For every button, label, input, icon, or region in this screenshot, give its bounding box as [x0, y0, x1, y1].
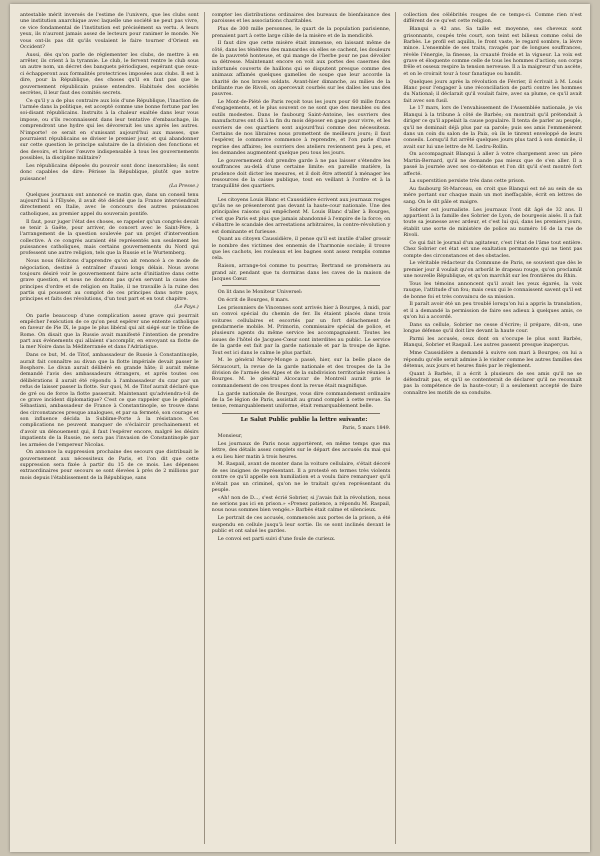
article-paragraph: Blanqui a 42 ans. Sa taille est moyenne, ses cheveux sont grisonnants, coupés très court, son teint est bilieux comme celui de Barbès. Le profil est aquilin, le front vaste, le regard sombre, la lèvre mince. L'ensemble de ses traits, ravagés par de longues souffrances, révèle l'énergie, la finesse, la cruauté froide et la vigueur. La voix est grave et éloquente comme celle de tous les hommes d'action; son corps frêle et osseux respire la tension nerveuse. Il a la maigreur d'un ascète, et on le croirait tour à tour fanatique ou bandit. — [403, 26, 583, 77]
article-paragraph: Les républicains déposés du pouvoir sont donc inexorables; ils sont donc capables de dire: Périsse la République, plutôt que notre puissance! — [20, 162, 199, 182]
article-headline: Le Salut Public publie la lettre suivante: — [240, 416, 368, 423]
article-paragraph: Les prisonniers de Vincennes sont arrivés hier à Bourges, à midi, par un convoi spécial du chemin de fer. Ils étaient placés dans trois voitures cellulaires et escortés par un fort détachement de gendarmerie mobile. M. Primorin, commissaire spécial de police, et plusieurs agents du même service les accompagnaient. Toutes les issues de l'hôtel de Jacques-Cœur sont interdites au public. Le service de la garde est fait par la garde nationale et par la troupe de ligne. Tout est ici dans le calme le plus parfait. — [211, 304, 391, 356]
article-paragraph: Plus de 300 mille personnes, le quart de la population parisienne, prenaient part à cette large cible de la misère et de la mendicité. — [211, 26, 391, 39]
section-divider — [222, 193, 381, 194]
article-paragraph: On accompagnait Blanqui à aller à votre chargement avec un père Martin-Bernard, qu'il ne demande pas mieux que de s'en aller. Il a passé la journée avec ses co-détenus et l'on dit qu'il s'est montré fort affecté. — [403, 151, 583, 177]
article-paragraph: «Ah! non de D..., s'est écrié Sobrier, si j'avais fait la révolution, nous ne serions pas ici en prison.» «Prenez patience, a répondu M. Raspail, nous nous sommes bien vengés.» Barbès était calme et silencieux. — [211, 494, 391, 514]
article-paragraph: Quelques journaux ont annoncé ce matin que, dans un conseil tenu aujourd'hui à l'Élysée, il avait été décidé que la France interviendrait directement en Italie, avec le concours des autres puissances catholiques, au premier appel du souverain pontife. — [20, 191, 199, 217]
article-paragraph: M. Raspail, avant de monter dans la voiture cellulaire, s'était décoré de ses insignes de représentant. Il a protesté en termes très violents contre ce qu'il appelle son humiliation et a voulu faire remarquer qu'il n'était pas un criminel, qu'on ne le traitait qu'en représentant du peuple. — [211, 461, 391, 493]
article-signature: (La Presse.) — [169, 183, 199, 190]
section-divider — [222, 285, 381, 286]
article-paragraph: Il faut, pour juger l'état des choses, se rappeler qu'un congrès devait se tenir à Gaëte, pour arriver, de concert avec le Saint-Père, à l'arrangement de la question soulevée par un projet d'intervention collective. A ce congrès auraient été représentés non seulement les puissances catholiques, mais certains gouvernements du Nord qui professent une autre religion, tels que la Russie et le Wurtemberg. — [20, 218, 199, 257]
article-paragraph: Sobrier est journaliste. Les journaux l'ont dit âgé de 32 ans. Il appartient à la famille des Sobrier de Lyon, de bourgeois aisés. Il a fait toute sa jeunesse avec ardeur, et c'est lui qui, dans les premiers jours, établit une sorte de ministère de police au numéro 16 de la rue de Rivoli. — [403, 206, 583, 239]
article-paragraph: Monsieur, — [217, 433, 243, 440]
newspaper-page — [10, 4, 590, 852]
article-paragraph: Raison, arrange-toi comme tu pourras; Bertrand se promènera au grand air, pendant que tu dormiras dans les caves de la maison de Jacques Cœur. — [211, 263, 391, 282]
article-paragraph: Quant à Barbès, il a écrit à plusieurs de ses amis qu'il ne se défendrait pas, et qu'il se contenterait de déclarer qu'il ne reconnaît pas la compétence de la haute-cour; il a seulement accepté de faire connaître les motifs de sa conduite. — [403, 370, 583, 396]
article-paragraph: Le véritable rédacteur du Commune de Paris, se souvient que dès le premier jour il voulait qu'on arborât le drapeau rouge, qu'on proclamât une nouvelle République, et qu'on marchât sur les frontières du Rhin. — [403, 260, 583, 280]
article-dateline: Paris, 5 mars 1849. — [342, 425, 391, 432]
article-paragraph: On parle beaucoup d'une complication assez grave qui pourrait empêcher l'exécution de ce qu'on peut espérer une entente catholique en faveur de Pie IX, le pape le plus libéral qui ait siégé sur le trône de Rome. On disait que la Russie avait manifesté l'intention de prendre part aux événements qui allaient s'accomplir, en envoyant sa flotte de la mer Noire dans la Méditerranée et dans l'Adriatique. — [20, 312, 199, 351]
article-paragraph: collection des célébrités rouges de ce temps-ci. Comme rien n'est différent de ce qu'est cette religion. — [403, 12, 583, 25]
article-paragraph: Le portrait de ces accusés, commencés aux portes de la prison, a été suspendu en cellule jusqu'à leur sortie. Ils se sont inclinés devant le public et ont salué les gardes. — [211, 515, 391, 534]
article-paragraph: Quant au citoyen Caussidière, il pense qu'il est inutile d'aller grossir le nombre des victimes des ennemis de l'harmonie sociale; il trouve que les cachots, les rouleaux et les bagnes sont assez remplis comme cela. — [211, 236, 391, 262]
article-paragraph: Ce qui fait le journal d'un agitateur, c'est l'état de l'âme tout entière. Chez Sobrier cet état est une exaltation permanente qui ne tient pas compte des circonstances et des obstacles. — [403, 239, 583, 259]
column-container — [20, 12, 582, 844]
article-paragraph: Le convoi est parti suivi d'une foule de curieux. — [217, 535, 336, 542]
article-paragraph: Parmi les accusés, ceux dont on s'occupe le plus sont Barbès, Blanqui, Sobrier et Raspail. Les autres passent presque inaperçus. — [403, 336, 583, 349]
article-paragraph: Mme Caussidière a demandé à suivre son mari à Bourges; on lui a répondu qu'elle serait admise à le visiter comme les autres familles des détenus, aux jours et heures fixés par le règlement. — [403, 350, 583, 369]
article-paragraph: On lit dans le Moniteur Universel: — [217, 289, 303, 296]
article-paragraph: M. le général Marey-Monge a passé, hier, sur la belle place de Séraucourt, la revue de la garde nationale et des troupes de la 3e division de l'armée des Alpes et de la subdivision territoriale réunies à Bourges. M. le général Alcocavar de Montreil aurait pris le commandement de ces troupes dont la revue était magnifique. — [211, 357, 391, 389]
article-paragraph: antestable mérit inversés de l'estime de l'univers, que les clubs sont une institution anarchique avec laquelle une société ne peut pas vivre, ce vice fondamental de l'institution est précisément sa vertu. A leurs yeux, ils n'auront jamais assez de lecteurs pour ranimer le monde. Ne vous ont-ils pas dit qu'ils voulaient le faire tourner d'Orient en Occident? — [20, 12, 199, 50]
article-paragraph: Dans ce but, M. de Titof, ambassadeur de Russie à Constantinople, aurait fait connaître au divan que la flotte impériale devait passer le Bosphore. Le divan aurait délibéré en grande hâte; il aurait même demandé l'avis des ambassadeurs étrangers, et après toutes ces délibérations il aurait été répondu à l'ambassadeur du czar par un refus de laisser passer la flotte. Sur quoi, M. de Titof aurait déclaré que de gré ou de force la flotte passerait. Maintenant qu'adviendra-t-il de ce grave incident diplomatique? C'est ce que rappeler que le général Sébastiani, ambassadeur de France à Constantinople, se trouve dans des circonstances presque analogues, et par sa fermeté, son courage et son influence décida la Sublime-Porte à la résistance. Ces complications ne peuvent manquer de s'éclaircir prochainement et d'avoir un dénouement qui, il faut l'espérer encore, malgré les désirs impatients de la Russie, ne sera pas l'invasion de Constantinople par les armées de l'empereur Nicolas. — [20, 352, 199, 448]
article-paragraph: La garde nationale de Bourges, vous dire commandement ordinaire de la 5e légion de Paris, assistait au grand complet à cette revue. Sa tenue, remarquablement uniforme, était remarquablement belle. — [211, 390, 391, 410]
article-paragraph: On annonce la suppression prochaine des secours que distribuait le gouvernement aux nécessiteux de Paris, et l'on dit que cette suppression sera fixée à partir du 15 de ce mois. Les dépenses extraordinaires pour secours se sont élevées à près de 2 millions par mois depuis l'établissement de la République, sans — [20, 449, 199, 481]
article-paragraph: Au faubourg St-Marceau, on croit que Blanqui est né au sein de sa mère portant sur chaque main un mot ineffaçable, écrit en lettres de sang. On le dit pâle et maigre. — [403, 186, 583, 205]
article-paragraph: Les citoyens Louis Blanc et Caussidière écrivent aux journaux rouges qu'ils ne se présenteront pas devant la haute-cour nationale. Une des principales raisons qui empêchent M. Louis Blanc d'aller à Bourges, c'est que Paris est plus que jamais abandonné à l'empire de la force; on s'ébattre le scandale des arrestations arbitraires, la contre-révolution y est dominante et furieuse. — [211, 196, 391, 235]
article-paragraph: Il paraît avoir été un peu troublé lorsqu'on lui a appris la translation, et il a demandé la permission de faire ses adieux à quelques amis, ce qu'on lui a accordé. — [403, 301, 583, 321]
article-paragraph: Le Mont-de-Piété de Paris reçoit tous les jours pour 60 mille francs d'engagements, et le plus souvent ce ne sont que des meubles ou des outils modestes. Dans le faubourg Saint-Antoine, les ouvriers des manufactures ont dû à la fin du mois déposer en gage pour vivre, et les ouvriers de ces quartiers sont aujourd'hui comme des nécessiteux. Certains de nos libraires nous promettent de meilleurs jours; il faut l'espérer, le commerce commence à reprendre, et l'on parle d'une reprise des affaires; les ouvriers des ateliers reviennent peu à peu, et les demandes augmentent quelque peu tous les jours. — [211, 99, 391, 157]
article-paragraph: Ce qu'il y a de plus contraire aux lois d'une République, l'inaction de l'armée dans la politique, est accepté comme une bonne fortune par les soi-disant républicains. Instruits à la chaleur exaltée dans leur vous impose, ou s'ils reconnaissent dans leur tentative d'embauchage, ils comprendront une hydre qui les dévorerait les uns après les autres. N'importe! ce serait en s'unissant aujourd'hui aux masses, que pourraient républicains se diviser le premier jour, et qui abandonner sur cette question le principe salutaire de la division des fonctions et des devoirs, et briser l'œuvre indispensable à tous les gouvernements possibles, la discipline militaire? — [20, 97, 199, 162]
article-paragraph: On écrit de Bourges, 8 mars. — [217, 297, 290, 304]
article-signature: (Le Pays.) — [174, 304, 199, 311]
article-paragraph: Les journaux de Paris nous apportèrent, en même temps que ma lettre, des détails assez complets sur le départ des accusés du mai qui a eu lieu hier matin à trois heures. — [211, 440, 391, 460]
column-left — [20, 12, 205, 844]
article-paragraph: Nous nous félicitons d'apprendre qu'on ait renoncé à ce mode de négociation, destiné à entraîner d'aussi longs délais. Nous avons toujours désiré voir le gouvernement faire acte d'initiative dans cette grave question, et nous ne doutons pas qu'en servant la cause des principes d'ordre et de religion en Italie, il ne travaille à la ruine des partis qui poussent au complot de ces principes dans notre pays, principes et faits des révolutions, d'un tout part et en tout chapitre. — [20, 258, 199, 303]
article-paragraph: La superstition persiste très dans cette prison. — [409, 178, 526, 185]
article-paragraph: Le gouvernement doit prendre garde à ne pas laisser s'étendre les souffrances au-delà d'une certaine limite: en pareille matière, la prudence doit dicter les mesures, et il doit être attentif à ménager les ressources de la caisse publique, tout en veillant à l'ordre et à la tranquillité des quartiers. — [211, 157, 391, 190]
column-middle — [212, 12, 397, 844]
article-paragraph: Il faut dire que cette misère était immense, en laissant même de côté, dans les ténèbres des mansardes où elles se cachent, les douleurs de la pauvreté honteuse, et qui mange de l'herbe pour ne pas dévoiler sa détresse. Maintenant encore on voit aux portes des casernes des infortunés couverts de haillons qui se disputent presque comme des animaux affamés quelques gamelles de soupe que leur accorde la charité de nos braves soldats. Avant-hier dimanche, au milieu de la brillante rue de Rivoli, on apercevait courbés sur les dalles les uns des pauvres. — [211, 40, 391, 98]
article-paragraph: Aussi, dès qu'on parle de réglementer les clubs, de mettre à en arrêter, ils crient à la tyrannie. Le club, le fervent rentre le club sous un autre nom, un décret des banquets périodiques, espérant que ceux-ci échapperont aux formalités protectrices imposées aux clubs. Il est à dire, pour la République, des choses qu'il en faut pas que le gouvernement républicain puisse entendre. Habitués des sociétés secrètes, il leur faut des comités secrets. — [20, 51, 199, 96]
column-right — [403, 12, 582, 844]
article-paragraph: Dans sa cellule, Sobrier ne cesse d'écrire; il prépare, dit-on, une longue défense qu'il doit lire devant la haute cour. — [403, 321, 583, 335]
article-paragraph: compter les distributions ordinaires des bureaux de bienfaisance des paroisses et les associations charitables. — [211, 12, 391, 25]
article-paragraph: Le 17 mars, lors de l'envahissement de l'Assemblée nationale, je vis Blanqui à la tribune à côté de Barbès; on montrait qu'il prétendait à diriger ce qu'il appelait la cause populaire. Il tenta de parler au peuple, qu'il ne dominait déjà plus par sa parole; puis ses amis l'emmenèrent dans un coin du salon de la Paix, où ils le tinrent enveloppé de leurs conseils. Lorsqu'il fut arrêté quelques jours plus tard à son domicile, il avait sur lui une lettre de M. Ledru-Rollin. — [403, 105, 583, 150]
article-paragraph: Tous les témoins annoncent qu'il avait les yeux égarés, la voix rauque, l'attitude d'un fou; mais ceux qui le connaissent savent qu'il est de bonne foi et très convaincu de sa mission. — [403, 280, 583, 300]
article-paragraph: Quelques jours après la révolution de Février, il écrivait à M. Louis Blanc pour l'engager à une réconciliation de parti contre les hommes du National; il déclarait qu'il voulait faire, avec sa plume, ce qu'il avait fait avec son fusil. — [403, 78, 583, 104]
section-divider — [222, 413, 381, 414]
